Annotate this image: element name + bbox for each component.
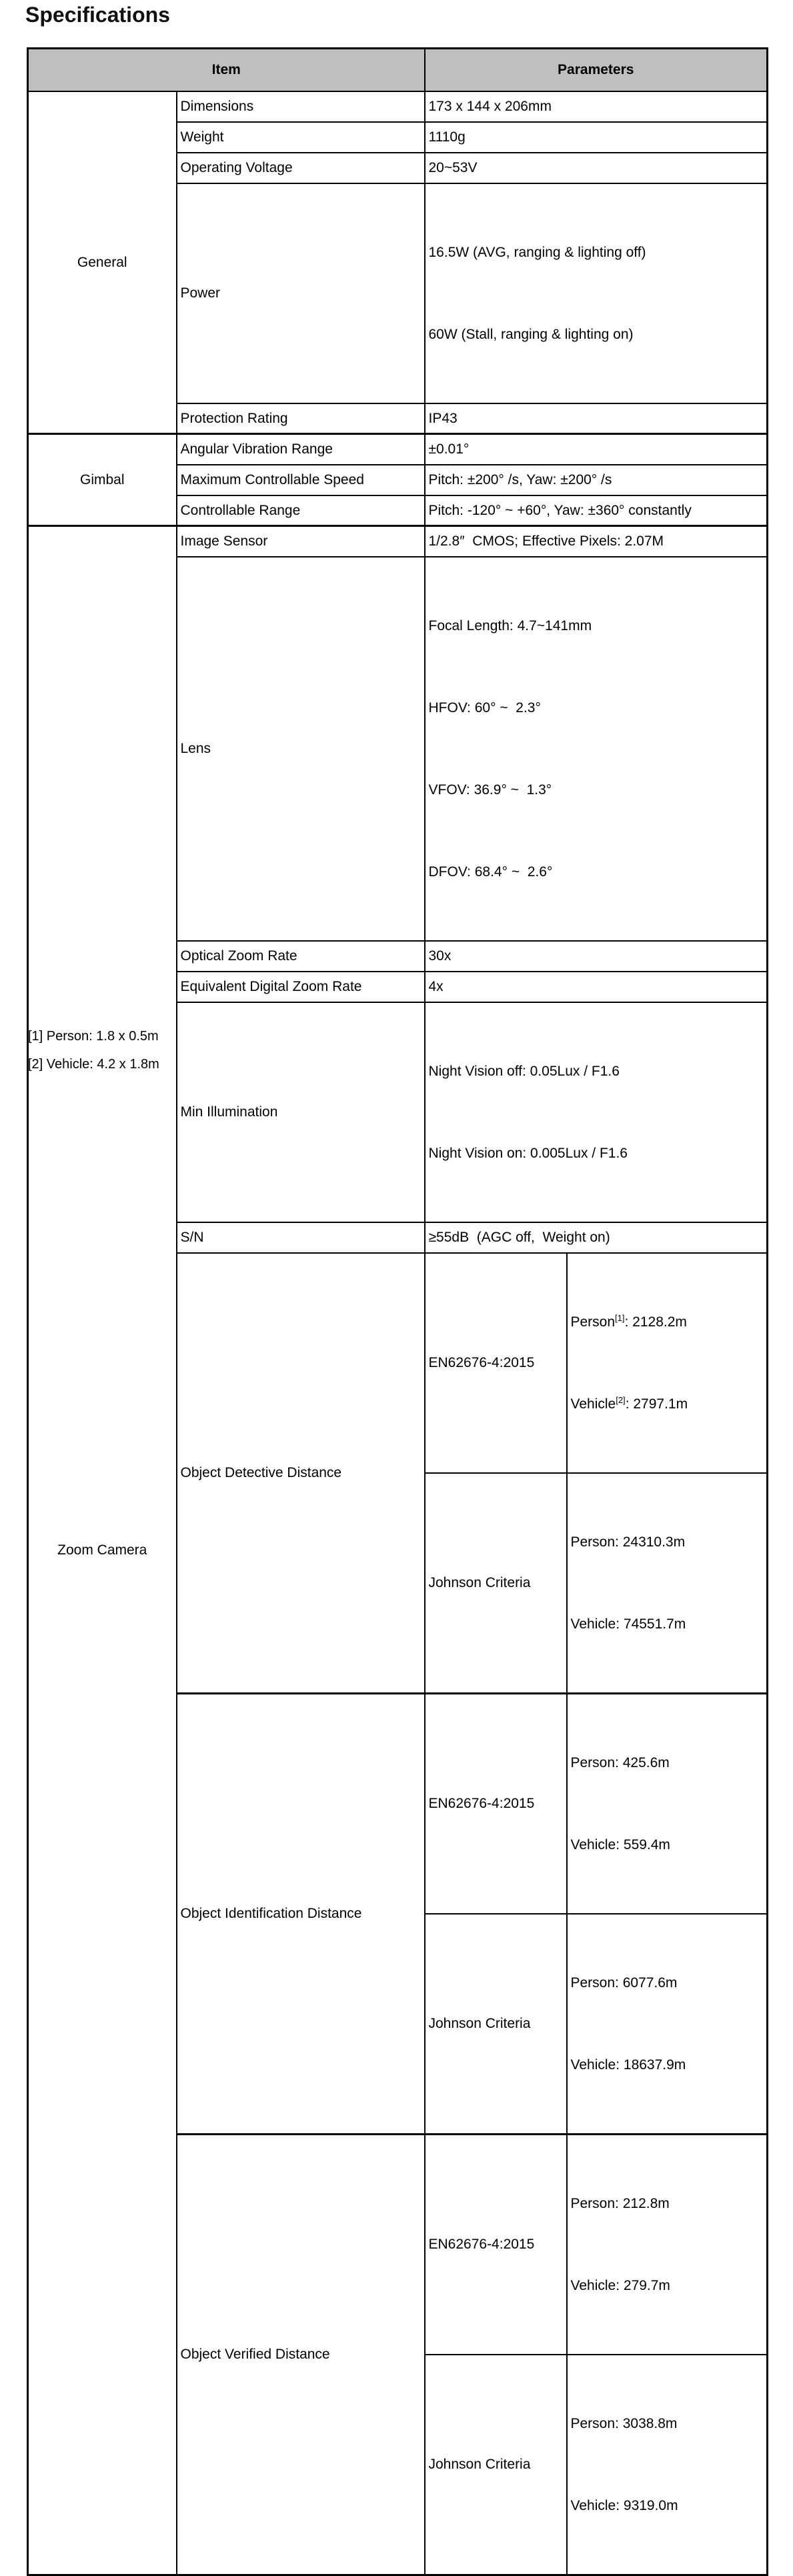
item-angular-vibration-range: Angular Vibration Range — [177, 434, 425, 465]
item-power: Power — [177, 183, 425, 403]
footnote-ref-1: [1] — [615, 1312, 625, 1323]
criteria-identification-johnson: Johnson Criteria — [425, 1914, 567, 2135]
value-verified-johnson-person: Person: 3038.8m — [570, 2415, 678, 2431]
value-min-illumination — [425, 1002, 768, 1222]
item-image-sensor: Image Sensor — [177, 526, 425, 557]
item-object-identification-distance: Object Identification Distance — [177, 1693, 425, 2134]
column-header-parameters: Parameters — [425, 49, 768, 91]
value-min-illumination-line2: Night Vision on: 0.005Lux / F1.6 — [428, 1145, 628, 1161]
value-power-line2: 60W (Stall, ranging & lighting on) — [428, 326, 634, 342]
value-identification-johnson — [567, 1914, 768, 2135]
value-power-line1: 16.5W (AVG, ranging & lighting off) — [428, 244, 646, 260]
value-lens-hfov: HFOV: 60° ~ 2.3° — [428, 700, 541, 716]
person-label: Person — [570, 1314, 616, 1330]
criteria-identification-en: EN62676-4:2015 — [425, 1693, 567, 1914]
value-optical-zoom-rate: 30x — [425, 941, 768, 972]
vehicle-label: Vehicle — [570, 1396, 616, 1412]
value-angular-vibration-range: ±0.01° — [425, 434, 768, 465]
value-weight: 1110g — [425, 122, 768, 153]
value-controllable-range: Pitch: -120° ~ +60°, Yaw: ±360° constantly — [425, 495, 768, 526]
item-optical-zoom-rate: Optical Zoom Rate — [177, 941, 425, 972]
value-identification-johnson-person: Person: 6077.6m — [570, 1975, 678, 1991]
value-lens-focal-length: Focal Length: 4.7~141mm — [428, 617, 592, 633]
footnote-vehicle: [2] Vehicle: 4.2 x 1.8m — [28, 1057, 159, 1072]
item-operating-voltage: Operating Voltage — [177, 153, 425, 183]
value-verified-en-vehicle: Vehicle: 279.7m — [570, 2277, 670, 2293]
section-label-gimbal: Gimbal — [28, 434, 177, 526]
table-row — [28, 526, 768, 557]
item-weight: Weight — [177, 122, 425, 153]
value-identification-en — [567, 1693, 768, 1914]
footnote-person: [1] Person: 1.8 x 0.5m — [28, 1029, 159, 1044]
value-detective-en — [567, 1253, 768, 1473]
item-protection-rating: Protection Rating — [177, 403, 425, 434]
value-verified-johnson — [567, 2355, 768, 2575]
table-row — [28, 434, 768, 465]
value-operating-voltage: 20~53V — [425, 153, 768, 183]
specifications-table — [27, 47, 768, 2576]
value-protection-rating: IP43 — [425, 403, 768, 434]
footnote-ref-2: [2] — [616, 1394, 626, 1405]
value-lens — [425, 557, 768, 941]
value-maximum-controllable-speed: Pitch: ±200° /s, Yaw: ±200° /s — [425, 465, 768, 495]
criteria-verified-johnson: Johnson Criteria — [425, 2355, 567, 2575]
item-object-detective-distance: Object Detective Distance — [177, 1253, 425, 1694]
value-equivalent-digital-zoom-rate: 4x — [425, 972, 768, 1002]
section-label-zoom-camera: Zoom Camera — [28, 526, 177, 2575]
item-maximum-controllable-speed: Maximum Controllable Speed — [177, 465, 425, 495]
footnotes — [28, 1029, 159, 1085]
item-equivalent-digital-zoom-rate: Equivalent Digital Zoom Rate — [177, 972, 425, 1002]
value-detective-johnson — [567, 1473, 768, 1694]
item-min-illumination: Min Illumination — [177, 1002, 425, 1222]
value-lens-dfov: DFOV: 68.4° ~ 2.6° — [428, 864, 553, 880]
value-dimensions: 173 x 144 x 206mm — [425, 91, 768, 122]
value-min-illumination-line1: Night Vision off: 0.05Lux / F1.6 — [428, 1063, 620, 1079]
value-lens-vfov: VFOV: 36.9° ~ 1.3° — [428, 782, 552, 798]
column-header-item: Item — [28, 49, 425, 91]
value-sn: ≥55dB (AGC off, Weight on) — [425, 1222, 768, 1253]
value-identification-en-vehicle: Vehicle: 559.4m — [570, 1836, 670, 1852]
value-power — [425, 183, 768, 403]
item-dimensions: Dimensions — [177, 91, 425, 122]
value-verified-johnson-vehicle: Vehicle: 9319.0m — [570, 2497, 678, 2513]
person-value: : 2128.2m — [624, 1314, 687, 1330]
criteria-verified-en: EN62676-4:2015 — [425, 2134, 567, 2355]
value-verified-en — [567, 2134, 768, 2355]
item-lens: Lens — [177, 557, 425, 941]
value-identification-johnson-vehicle: Vehicle: 18637.9m — [570, 2057, 686, 2073]
table-row — [28, 91, 768, 122]
page-title: Specifications — [25, 3, 170, 27]
criteria-detective-en: EN62676-4:2015 — [425, 1253, 567, 1473]
value-detective-en-person — [571, 1308, 764, 1336]
table-header-row — [28, 49, 768, 91]
value-image-sensor: 1/2.8″ CMOS; Effective Pixels: 2.07M — [425, 526, 768, 557]
vehicle-value: : 2797.1m — [625, 1396, 688, 1412]
value-identification-en-person: Person: 425.6m — [570, 1754, 670, 1770]
value-verified-en-person: Person: 212.8m — [570, 2195, 670, 2211]
value-detective-en-vehicle — [571, 1390, 764, 1418]
item-object-verified-distance: Object Verified Distance — [177, 2134, 425, 2575]
item-sn: S/N — [177, 1222, 425, 1253]
criteria-detective-johnson: Johnson Criteria — [425, 1473, 567, 1694]
value-detective-johnson-person: Person: 24310.3m — [570, 1534, 686, 1550]
item-controllable-range: Controllable Range — [177, 495, 425, 526]
value-detective-johnson-vehicle: Vehicle: 74551.7m — [570, 1616, 686, 1632]
section-label-general: General — [28, 91, 177, 434]
